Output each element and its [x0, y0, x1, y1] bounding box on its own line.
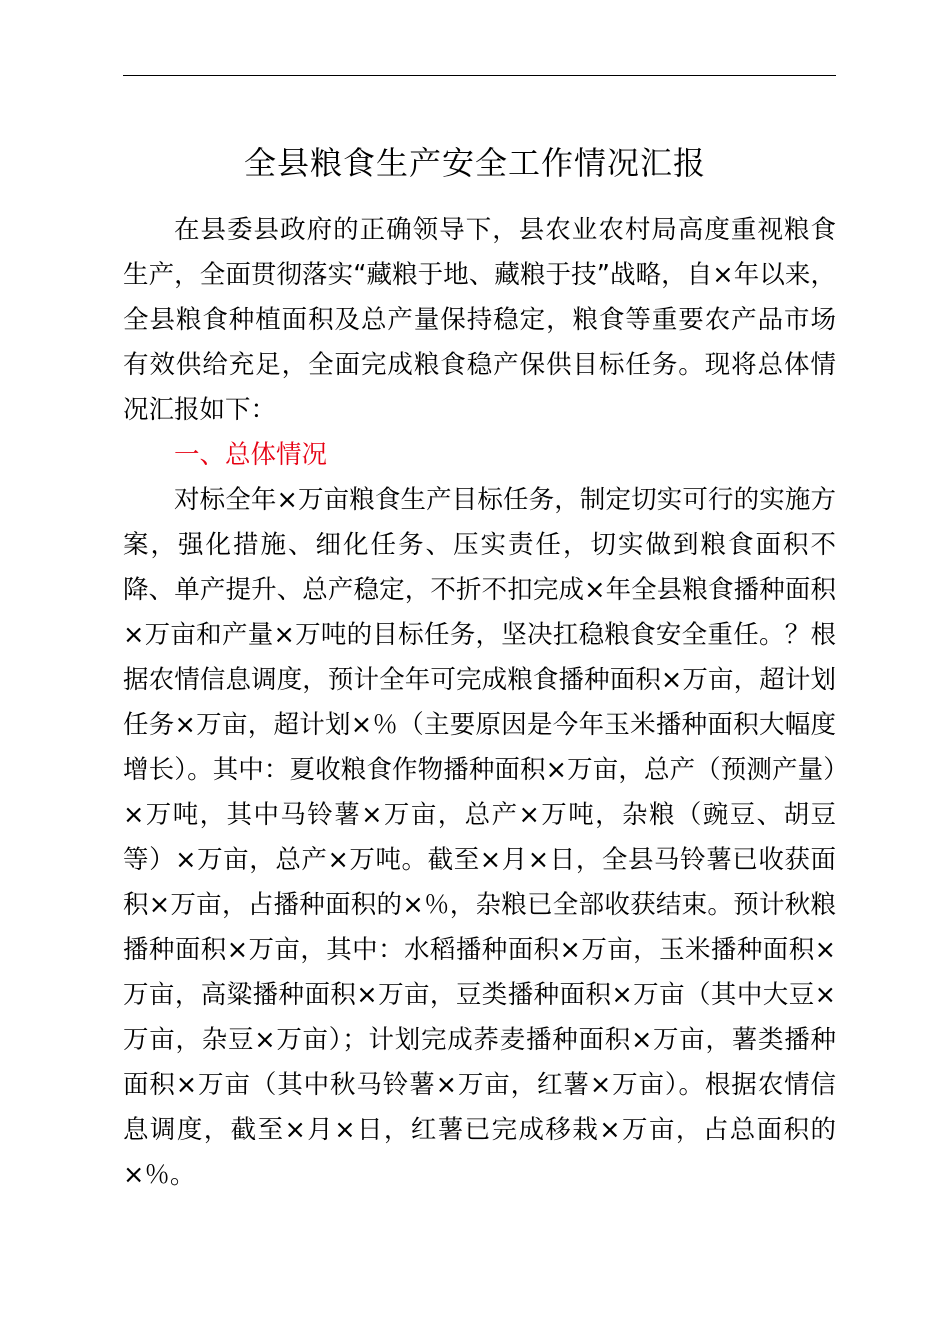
section-heading-overall: 一、总体情况 [174, 440, 328, 470]
document-title: 全县粮食生产安全工作情况汇报 [243, 144, 706, 182]
overall-situation-paragraph: 对标全年×万亩粮食生产目标任务，制定切实可行的实施方案，强化措施、细化任务、压实责任，切实做到粮食面积不降、单产提升、总产稳定，不折不扣完成×年全县粮食播种面积×万亩和产量×万吨的目标任务，坚决扛稳粮食安全重任。？根据农情信息调度，预计全年可完成粮食播种面积×万亩，超计划任务×万亩，超计划×％（主要原因是今年玉米播种面积大幅度增长）。其中：夏收粮食作物播种面积×万亩，总产（预测产量）×万吨，其中马铃薯×万亩，总产×万吨，杂粮（豌豆、胡豆等）×万亩，总产×万吨。截至×月×日，全县马铃薯已收获面积×万亩，占播种面积的×％，杂粮已全部收获结束。预计秋粮播种面积×万亩，其中：水稻播种面积×万亩，玉米播种面积×万亩，高粱播种面积×万亩，豆类播种面积×万亩（其中大豆×万亩，杂豆×万亩）；计划完成荞麦播种面积×万亩，薯类播种面积×万亩（其中秋马铃薯×万亩，红薯×万亩）。根据农情信息调度，截至×月×日，红薯已完成移栽×万亩，占总面积的×％。 [123, 485, 836, 1190]
intro-paragraph: 在县委县政府的正确领导下，县农业农村局高度重视粮食生产，全面贯彻落实“藏粮于地、藏粮于技”战略，自×年以来，全县粮食种植面积及总产量保持稳定，粮食等重要农产品市场有效供给充足，全面完成粮食稳产保供目标任务。现将总体情况汇报如下： [123, 215, 836, 425]
document-body [123, 208, 836, 1198]
header-divider [123, 75, 836, 76]
